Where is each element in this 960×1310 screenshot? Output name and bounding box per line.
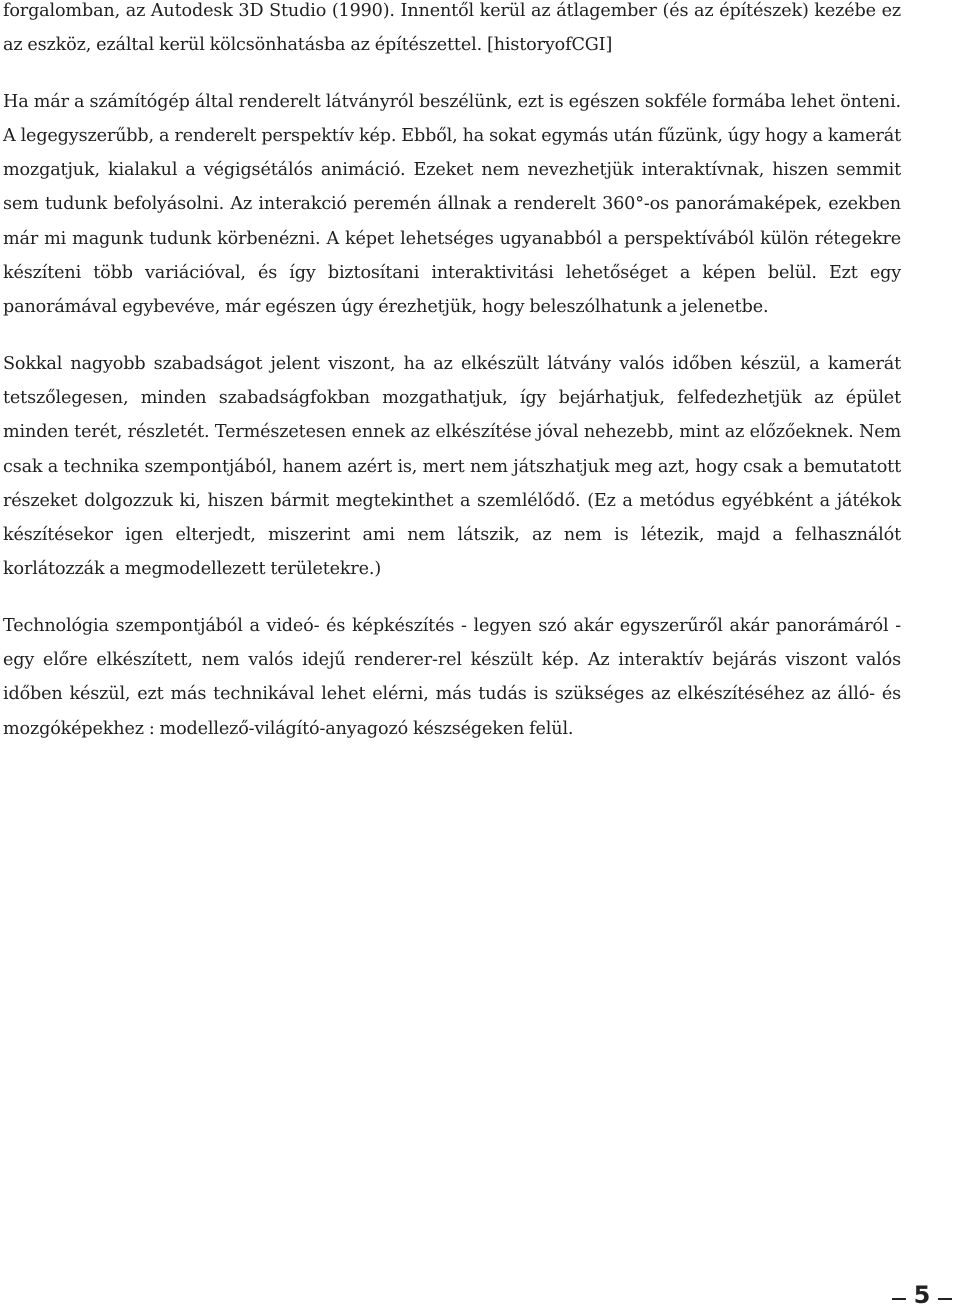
paragraph-rendered-visuals: Ha már a számítógép által renderelt látványról beszélünk, ezt is egészen sokféle formába lehet önteni. A legegyszerűbb, a renderelt perspektív kép. Ebből, ha sokat egymás után fűzünk, úgy hogy a kamerát mozgatjuk, kialakul a végigsétálós animáció. Ezeket nem nevezhetjük interaktívnak, hiszen semmit sem tudunk befolyásolni. Az interakció peremén állnak a renderelt 360°-os panorámaképek, ezekben már mi magunk tudunk körbenézni. A képet lehetséges ugyanabból a perspektívából külön rétegekre készíteni több variációval, és így biztosítani interaktivitási lehetőséget a képen belül. Ezt egy panorámával egybevéve, már egészen úgy érezhetjük, hogy beleszólhatunk a jelenetbe. [3,91,901,318]
paragraph-technology: Technológia szempontjából a videó- és képkészítés - legyen szó akár egyszerűről akár panorámáról - egy előre elkészített, nem valós idejű renderer-rel készült kép. Az interaktív bejárás viszont valós időben készül, ezt más technikával lehet elérni, más tudás is szükséges az elkészítéséhez az álló- és mozgóképekhez : modellező-világító-anyagozó készségeken felül. [3,615,901,739]
document-page [3,0,901,768]
paragraph-intro-continuation: forgalomban, az Autodesk 3D Studio (1990). Innentől kerül az átlagember (és az építészek) kezébe ez az eszköz, ezáltal kerül kölcsönhatásba az építészettel. [historyofCGI] [3,1,901,56]
page-number: 5 [913,1281,931,1309]
page-footer [890,1278,960,1308]
footer-rule-left [892,1298,906,1300]
paragraph-realtime-rendering: Sokkal nagyobb szabadságot jelent viszont, ha az elkészült látvány valós időben készül, a kamerát tetszőlegesen, minden szabadságfokban mozgathatjuk, így bejárhatjuk, felfedezhetjük az épület minden terét, részletét. Természetesen ennek az elkészítése jóval nehezebb, mint az előzőeknek. Nem csak a technika szempontjából, hanem azért is, mert nem játszhatjuk meg azt, hogy csak a bemutatott részeket dolgozzuk ki, hiszen bármit megtekinthet a szemlélődő. (Ez a metódus egyébként a játékok készítésekor igen elterjedt, miszerint ami nem látszik, az nem is létezik, majd a felhasználót korlátozzák a megmodellezett területekre.) [3,353,901,580]
footer-rule-right [938,1298,952,1300]
